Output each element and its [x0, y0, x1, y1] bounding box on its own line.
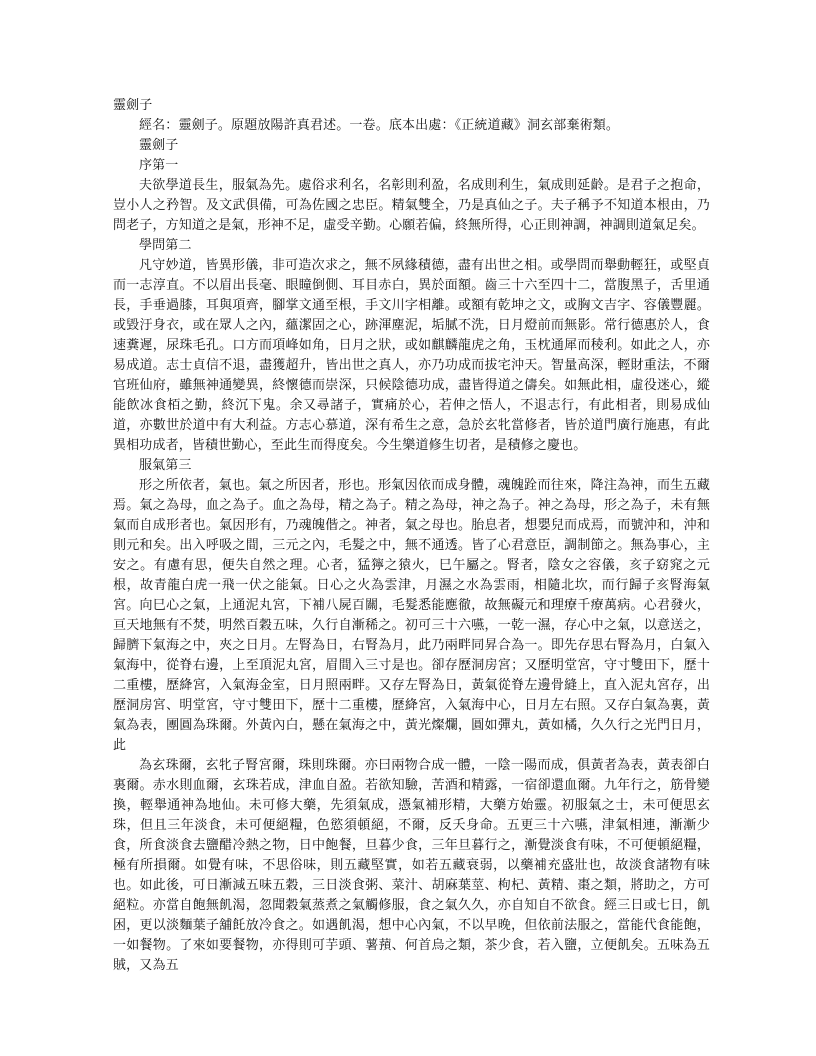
section-heading-fuqi-di-san: 服氣第三 — [139, 458, 192, 473]
section-body-xu-di-yi: 夫欲學道長生，服氣為先。處俗求利名，名彰則利盈，名成則利生，氣成則延齡。是君子之抱命，豈小人之矜智。及文武俱備，可為佐國之忠臣。精氣雙全，乃是真仙之子。夫子稱予不知道本根由，乃問老子，方知道之是氣，形神不足，虛受辛勤。心願若偏，終無所得，心正則神調，神調則道氣足矣。 — [113, 178, 710, 233]
section-body-xuewen-di-er: 凡守妙道，皆異形儀，非可造次求之，無不夙緣積德，盡有出世之相。或學問而舉動輕狂，或堅貞而一志淳直。不以眉出長毫、眼瞳倒側、耳目赤白，異於面額。齒三十六至四十二，當腹黑子，舌里通長，手垂過膝，耳與項齊，腳掌文通至根，手文川字相離。或額有乾坤之文，或胸文吉字、容儀豐麗。或毀汙身衣，或在眾人之內，蘊潔固之心，跡渾塵泥，垢膩不洗，日月燈前而無影。常行德惠於人，食速糞遲，尿珠毛孔。口方而項峰如角，日月之狀，或如麒麟龍虎之角，玉枕通犀而稜利。如此之人，亦易成道。志士貞信不退，盡獲超升，皆出世之真人，亦乃功成而拔宅沖天。智量高深，輕財重法，不爾官班仙府，雖無神通變異，終懷德而崇深，只候陰德功成，盡皆得道之儔矣。如無此相，虛役迷心，縱能飲冰食栢之勤，終沉下鬼。余又尋諸子，實痛於心，若伸之悟人，不退志行，有此相者，則易成仙道，亦數世於道中有大利益。方志心慕道，深有希生之意，急於玄牝當修者，皆於道門廣行施惠，有此異相功成者，皆積世勤心，至此生而得度矣。今生樂道修生切者，是積修之慶也。 — [113, 258, 710, 453]
document-subtitle: 靈劍子 — [139, 138, 179, 153]
section-body-fuqi-di-san-part-1: 形之所依者，氣也。氣之所因者，形也。形氣因依而成身體，魂魄跧而往來，降注為神，而生五藏焉。氣之為母，血之為子。血之為母，精之為子。精之為母，神之為子。神之為母，形之為子，未有無氣而自成形者也。氣因形有，乃魂魄偕之。神者，氣之母也。胎息者，想嬰兒而成焉，而號沖和，沖和則元和矣。出入呼吸之間，三元之內，毛髮之中，無不通透。皆了心君意臣，調制節之。無為事心，主安之。有慮有思，便失自然之理。心者，猛獰之猿火，巳午屬之。腎者，陰女之容儀，亥子窈窕之元根，故青龍白虎一飛一伏之能氣。日心之火為雲津，月濕之水為雲雨，相隨北坎，而行歸子亥腎海氣宮。向巳心之氣，上通泥丸宮，下補八屍百關，毛髮悉能應徹，故無礙元和理療千療萬病。心君發火，亘天地無有不焚，明然百穀五味，久行自漸稀之。初可三十六嚥，一乾一濕，存心中之氣，以意送之，歸臍下氣海之中，夾之日月。左腎為日，右腎為月，此乃兩畔同昇合為一。即先存思右腎為月，白氣入氣海中，從脊右邊，上至頂泥丸宮，眉間入三寸是也。卻存歷洞房宮；又歷明堂宮，守寸雙田下，歷十二重樓，歷絳宮，入氣海金室，日月照兩畔。又存左腎為日，黃氣從脊左邊骨縫上，直入泥丸宮存，出歷洞房宮、明堂宮，守寸雙田下，歷十二重樓，歷絳宮，入氣海中心，日月左右照。又存白氣為裏，黃氣為表，團圓為珠爾。外黃內白，懸在氣海之中，黃光燦爛，圓如彈丸，黃如橘，久久行之光門日月，此 — [113, 478, 710, 753]
document-text-body — [113, 96, 710, 976]
colophon-line: 經名：靈劍子。原題放陽許真君述。一卷。底本出處：《正統道藏》洞玄部棄術類。 — [139, 118, 620, 133]
section-heading-xu-di-yi: 序第一 — [139, 158, 179, 173]
section-heading-xuewen-di-er: 學問第二 — [139, 238, 192, 253]
document-title: 靈劍子 — [113, 98, 153, 113]
section-body-fuqi-di-san-part-2: 為玄珠爾，玄牝子腎宮爾，珠則珠爾。亦曰兩物合成一體，一陰一陽而成，俱黃者為表，黃表卻白裏爾。赤水則血爾，玄珠若成，津血自盈。若欲知驗，苦酒和精露，一宿卻還血爾。九年行之，筋骨變換，輕舉通神為地仙。未可修大藥，先須氣成，憑氣補形精，大藥方始靈。初服氣之士，未可便思玄珠，但且三年淡食，未可便絕糧，色慾須頓絕，不爾，反夭身命。五更三十六嚥，津氣相連，漸漸少食，所食淡食去鹽醋冷熱之物，日中飽餐，旦暮少食，三年旦暮行之，漸覺淡食有味，不可便頓絕糧，極有所損爾。如覺有味，不思俗味，則五藏堅實，如若五藏衰弱，以藥補充盛壯也，故淡食諸物有味也。如此後，可日漸減五味五穀，三日淡食粥、菜汁、胡麻葉莖、枸杞、黃精、棗之類，將助之，方可絕粒。亦當自飽無飢渴，忽聞穀氣蒸煮之氣觸修服，食之氣久久，亦自知自不欲食。經三日或七日，飢困，更以淡麵葉子舖飥放冷食之。如遇飢渴，想中心內氣，不以早晚，但依前法服之，當能代食能飽，一如餐物。了來如要餐物，亦得則可芋頭、薯蕷、何首烏之類，茶少食，若入鹽，立便飢矣。五味為五賊，又為五 — [113, 758, 710, 973]
